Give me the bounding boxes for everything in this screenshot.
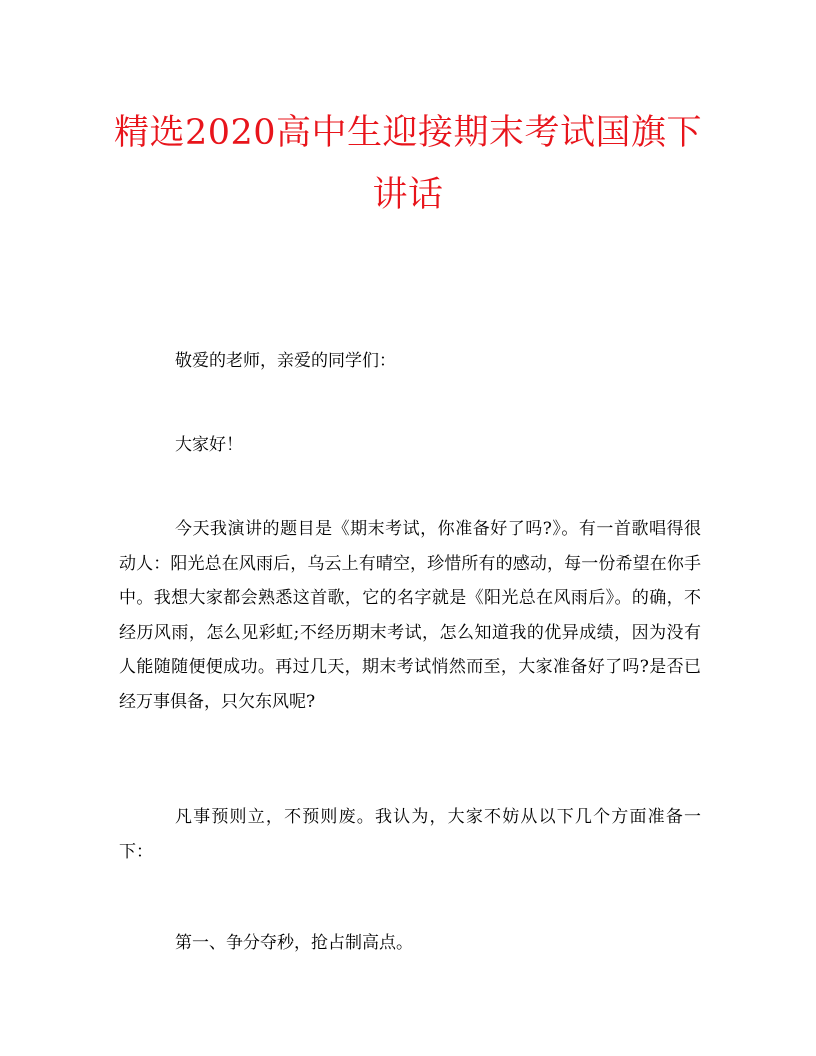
first-point-paragraph: 第一、争分夺秒，抢占制高点。 [175,933,413,953]
greeting-paragraph: 大家好！ [175,435,243,455]
prepare-paragraph: 凡事预则立，不预则废。我认为，大家不妨从以下几个方面准备一下： [119,807,701,862]
document-title-line-2: 讲话 [372,175,444,215]
salutation-paragraph: 敬爱的老师，亲爱的同学们： [175,351,396,371]
intro-paragraph: 今天我演讲的题目是《期末考试，你准备好了吗?》。有一首歌唱得很动人：阳光总在风雨后，乌云上有晴空，珍惜所有的感动，每一份希望在你手中。我想大家都会熟悉这首歌，它的名字就是《阳光总在风雨后》。的确，不经历风雨，怎么见彩虹;不经历期末考试，怎么知道我的优异成绩，因为没有人能随随便便成功。再过几天，期末考试悄然而至，大家准备好了吗?是否已经万事俱备，只欠东风呢? [119,519,701,712]
document-title-line-1: 精选2020高中生迎接期末考试国旗下 [113,113,703,153]
